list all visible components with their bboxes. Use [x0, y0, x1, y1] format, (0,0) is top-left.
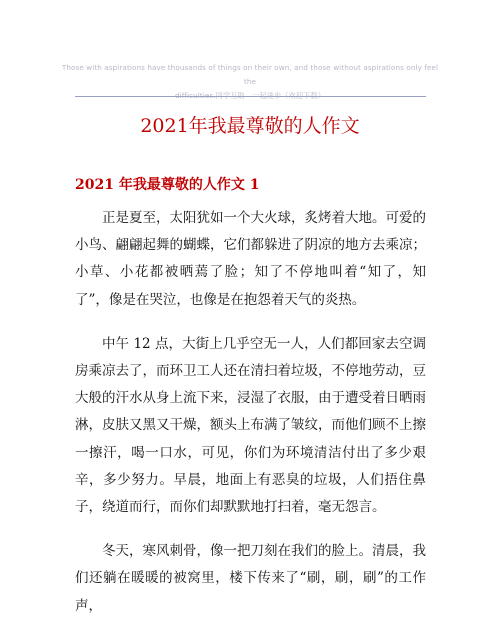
paragraph-2: 中午 12 点，大街上几乎空无一人，人们都回家去空调房乘凉去了，而环卫工人还在清扫着垃圾，不停地劳动，豆大般的汗水从身上流下来，浸湿了衣服，由于遭受着日晒雨淋，皮肤又黑又干燥，额头上布满了皱纹，而他们顾不上擦一擦汗，喝一口水，可见，你们为环境清洁付出了多少艰辛，多少努力。早晨，地面上有恶臭的垃圾，人们捂住鼻子，绕道而行，而你们却默默地打扫着，毫无怨言。: [75, 335, 426, 516]
paragraph-3: 冬天，寒风刺骨，像一把刀刻在我们的脸上。清晨，我们还躺在暖暖的被窝里，楼下传来了“刷，刷，刷”的工作声，: [75, 543, 426, 614]
section-heading: 2021 年我最尊敬的人作文 1: [75, 177, 260, 193]
document-title: 2021年我最尊敬的人作文: [140, 115, 360, 137]
header-line-1: Those with aspirations have thousands of things on their own, and those without aspirations only feel the: [61, 63, 439, 86]
paragraph-1: 正是夏至，太阳犹如一个大火球，炙烤着大地。可爱的小鸟、翩翩起舞的蝴蝶，它们都躲进了阴凉的地方去乘凉；小草、小花都被晒蔫了脸；知了不停地叫着“知了，知了”，像是在哭泣，也像是在抱怨着天气的炎热。: [75, 210, 426, 308]
body-text: [75, 205, 426, 637]
header-line-2: difficulties.同学互助 一起进步（欢迎下载）: [174, 91, 325, 100]
header-divider: [75, 96, 426, 97]
